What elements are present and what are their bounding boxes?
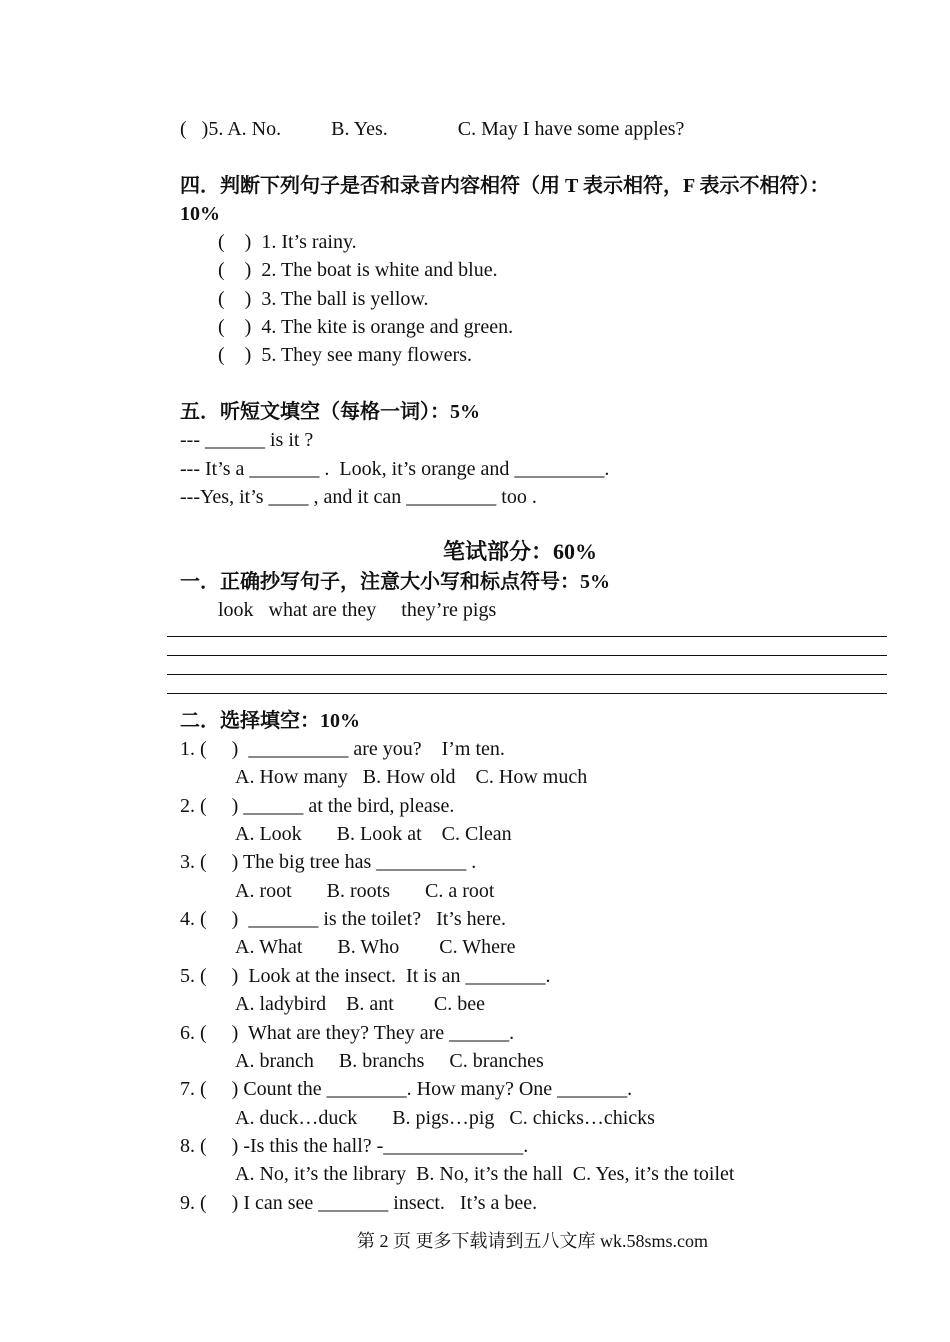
question-options: A. How many B. How old C. How much — [235, 766, 588, 788]
page-footer: 第 2 页 更多下载请到五八文库 wk.58sms.com — [357, 1231, 708, 1251]
question-options: A. duck…duck B. pigs…pig C. chicks…chicks — [235, 1107, 655, 1129]
section-5-line: --- ______ is it ? — [180, 429, 314, 451]
written-section-1-title: 一．正确抄写句子，注意大小写和标点符号：5% — [180, 571, 610, 593]
writing-line — [167, 636, 887, 637]
question-options: A. No, it’s the library B. No, it’s the hall C. Yes, it’s the toilet — [235, 1163, 735, 1185]
question: 3. ( ) The big tree has _________ . — [180, 851, 477, 873]
question: 5. ( ) Look at the insect. It is an ________. — [180, 965, 551, 987]
section-5-title: 五．听短文填空（每格一词）：5% — [180, 401, 480, 423]
section-5-line: --- It’s a _______ . Look, it’s orange and _________. — [180, 458, 610, 480]
copy-prompt: look what are they they’re pigs — [218, 599, 497, 621]
section-4-item: ( ) 1. It’s rainy. — [218, 231, 357, 253]
writing-line — [167, 674, 887, 675]
question-options: A. Look B. Look at C. Clean — [235, 823, 512, 845]
section-4-percent: 10% — [180, 203, 220, 225]
writing-line — [167, 655, 887, 656]
question: 8. ( ) -Is this the hall? -______________. — [180, 1135, 529, 1157]
section-4-item: ( ) 2. The boat is white and blue. — [218, 259, 498, 281]
question-5-options: ( )5. A. No. B. Yes. C. May I have some apples? — [180, 118, 685, 140]
question: 1. ( ) __________ are you? I’m ten. — [180, 738, 505, 760]
question: 4. ( ) _______ is the toilet? It’s here. — [180, 908, 507, 930]
question: 9. ( ) I can see _______ insect. It’s a bee. — [180, 1192, 538, 1214]
question-options: A. ladybird B. ant C. bee — [235, 993, 485, 1015]
section-4-title: 四．判断下列句子是否和录音内容相符（用 T 表示相符，F 表示不相符）： — [180, 175, 830, 197]
written-part-heading: 笔试部分：60% — [443, 539, 598, 564]
question: 6. ( ) What are they? They are ______. — [180, 1022, 515, 1044]
section-4-item: ( ) 5. They see many flowers. — [218, 344, 473, 366]
writing-line — [167, 693, 887, 694]
question-options: A. root B. roots C. a root — [235, 880, 495, 902]
written-section-2-title: 二．选择填空：10% — [180, 710, 360, 732]
section-4-item: ( ) 4. The kite is orange and green. — [218, 316, 514, 338]
question: 2. ( ) ______ at the bird, please. — [180, 795, 455, 817]
question-options: A. branch B. branchs C. branches — [235, 1050, 544, 1072]
section-4-item: ( ) 3. The ball is yellow. — [218, 288, 429, 310]
question-options: A. What B. Who C. Where — [235, 936, 516, 958]
question: 7. ( ) Count the ________. How many? One _______. — [180, 1078, 633, 1100]
section-5-line: ---Yes, it’s ____ , and it can _________ too . — [180, 486, 537, 508]
